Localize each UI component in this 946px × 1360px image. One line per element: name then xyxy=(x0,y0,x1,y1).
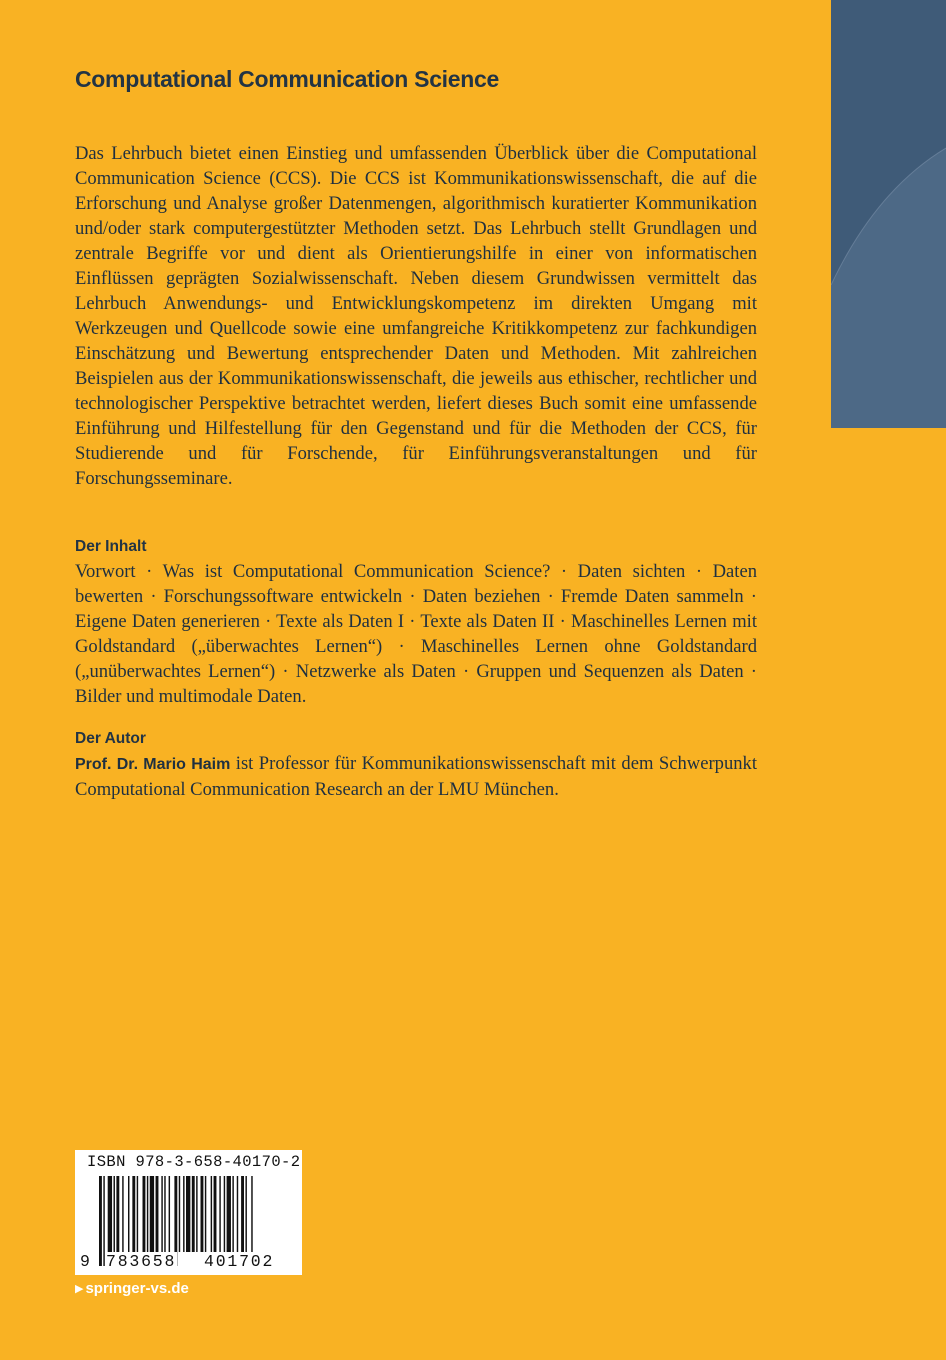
barcode-bar xyxy=(237,1176,238,1252)
barcode-bar xyxy=(179,1176,180,1252)
barcode-bar xyxy=(183,1176,184,1252)
contents-text: Vorwort · Was ist Computational Communication Science? · Daten sichten · Daten bewerten · Forschungssoftware entwickeln · Daten beziehen · Fremde Daten sammeln · Eigene Daten generieren · Texte als Daten I · Texte als Daten II · Maschinelles Lernen mit Goldstandard („überwachtes Lernen“) · Maschinelles Lernen ohne Goldstandard („unüberwachtes Lernen“) · Netzwerke als Daten · Gruppen und Sequenzen als Daten · Bilder und multimodale Daten. xyxy=(75,561,757,707)
barcode-bar xyxy=(132,1176,135,1252)
website-url: springer-vs.de xyxy=(85,1280,189,1297)
barcode-bar xyxy=(211,1176,212,1252)
barcode-bar xyxy=(116,1176,119,1252)
barcode-bar xyxy=(143,1176,146,1252)
barcode-bar xyxy=(219,1176,220,1252)
publisher-website[interactable] xyxy=(75,1280,189,1297)
isbn-number: ISBN 978-3-658-40170-2 xyxy=(87,1153,301,1171)
author-bio xyxy=(75,751,757,802)
barcode-bar xyxy=(227,1176,231,1252)
barcode-bar xyxy=(128,1176,129,1252)
barcode-bar xyxy=(156,1176,159,1252)
barcode-digits-right: 401702 xyxy=(204,1252,275,1271)
corner-panel-graphic xyxy=(831,0,946,428)
book-description: Das Lehrbuch bietet einen Einstieg und umfassenden Überblick über die Computational Communication Science (CCS). Die CCS ist Kommunikationswissenschaft, die auf die Erforschung und Analyse großer Datenmengen, algorithmisch kuratierter Kommunikation und/oder stark computergestützter Methoden setzt. Das Lehrbuch stellt Grundlagen und zentrale Begriffe vor und dient als Orientierungshilfe in einer von informatischen Einflüssen geprägten Sozialwissenschaft. Neben diesem Grundwissen vermittelt das Lehrbuch Anwendungs- und Entwicklungskompetenz im direkten Umgang mit Werkzeugen und Quellcode sowie eine umfangreiche Kritikkompetenz zur fachkundigen Einschätzung und Bewertung entsprechender Daten und Methoden. Mit zahlreichen Beispielen aus der Kommunikationswissenschaft, die jeweils aus ethischer, rechtlicher und technologischer Perspektive betrachtet werden, liefert dieses Buch somit eine umfassende Einführung und Hilfestellung für den Gegenstand und für die Methoden der CCS, für Studierende und für Forschende, für Einführungsveranstaltungen und für Forschungsseminare. xyxy=(75,143,757,489)
barcode-bar xyxy=(161,1176,162,1252)
book-title: Computational Communication Science xyxy=(75,66,499,92)
author-name: Prof. Dr. Mario Haim xyxy=(75,756,231,773)
barcode-digits-left: 783658 xyxy=(106,1252,177,1271)
arrow-right-icon: ▶ xyxy=(75,1283,84,1295)
barcode-bar xyxy=(241,1176,244,1252)
barcode-bar xyxy=(196,1176,197,1252)
barcode-bar xyxy=(99,1176,102,1266)
barcode-bar xyxy=(108,1176,112,1252)
barcode-bar xyxy=(232,1176,233,1252)
author-description: ist Professor für Kommunikationswissenschaft mit dem Schwerpunkt Computational Communication Research an der LMU München. xyxy=(75,753,757,800)
barcode-bar xyxy=(164,1176,165,1252)
barcode-bar xyxy=(150,1176,154,1252)
barcode-bar xyxy=(214,1176,217,1252)
author-heading: Der Autor xyxy=(75,730,146,747)
contents-heading: Der Inhalt xyxy=(75,538,147,555)
barcode-bar xyxy=(192,1176,195,1252)
barcode-bar xyxy=(224,1176,225,1252)
barcode-bar xyxy=(114,1176,115,1252)
isbn-barcode xyxy=(75,1150,302,1275)
barcode-bar xyxy=(245,1176,246,1252)
barcode-bar xyxy=(147,1176,148,1252)
barcode-bar xyxy=(186,1176,190,1252)
barcode-digit-first: 9 xyxy=(80,1252,90,1271)
barcode-bar xyxy=(205,1176,206,1252)
barcode-bar xyxy=(169,1176,170,1252)
barcode-bar xyxy=(122,1176,123,1252)
decorative-corner-panel xyxy=(831,0,946,428)
barcode-bar xyxy=(137,1176,138,1252)
barcode-bar xyxy=(201,1176,204,1252)
